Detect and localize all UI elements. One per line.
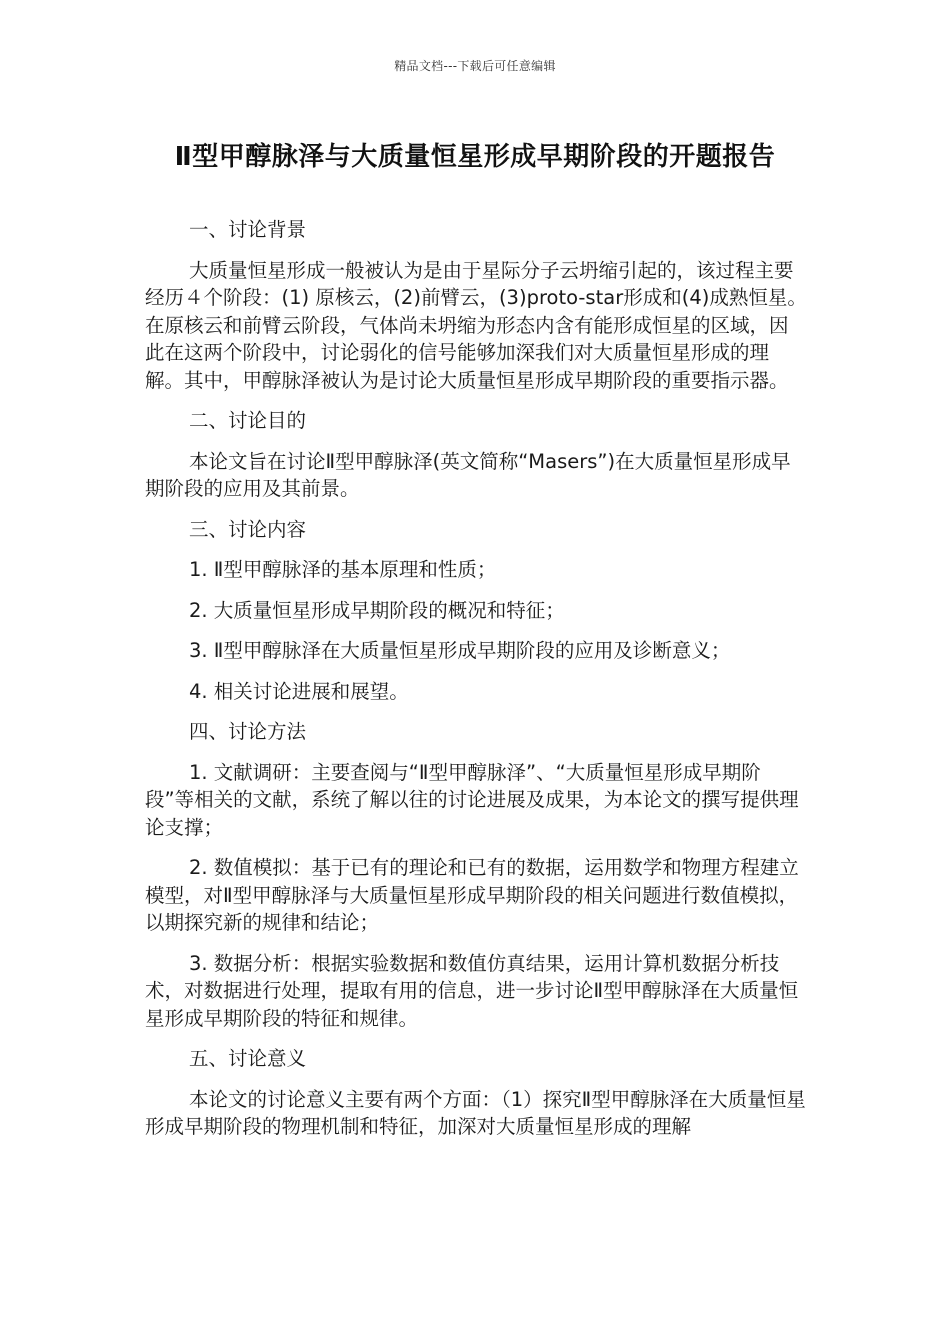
section-heading-background: 一、讨论背景 bbox=[189, 218, 307, 241]
header-note: 精品文档---下载后可任意编辑 bbox=[394, 59, 556, 73]
list-item-content-4: 4. 相关讨论进展和展望。 bbox=[189, 679, 409, 703]
list-item-content-1: 1. Ⅱ型甲醇脉泽的基本原理和性质； bbox=[189, 558, 497, 581]
page-title: Ⅱ型甲醇脉泽与大质量恒星形成早期阶段的开题报告 bbox=[174, 142, 776, 172]
list-item-method-3: 3. 数据分析：根据实验数据和数值仿真结果，运用计算机数据分析技术，对数据进行处理，提取有用的信息，进一步讨论Ⅱ型甲醇脉泽在大质量恒星形成早期阶段的特征和规律。 bbox=[145, 951, 799, 1030]
paragraph-purpose: 本论文旨在讨论Ⅱ型甲醇脉泽(英文简称“Masers”)在大质量恒星形成早期阶段的应用及其前景。 bbox=[145, 449, 791, 500]
section-heading-significance: 五、讨论意义 bbox=[189, 1047, 307, 1070]
list-item-method-2: 2. 数值模拟：基于已有的理论和已有的数据，运用数学和物理方程建立模型，对Ⅱ型甲醇脉泽与大质量恒星形成早期阶段的相关问题进行数值模拟，以期探究新的规律和结论； bbox=[145, 856, 799, 934]
section-heading-content: 三、讨论内容 bbox=[189, 517, 307, 541]
list-item-content-3: 3. Ⅱ型甲醇脉泽在大质量恒星形成早期阶段的应用及诊断意义； bbox=[189, 639, 731, 662]
list-item-method-1: 1. 文献调研：主要查阅与“Ⅱ型甲醇脉泽”、“大质量恒星形成早期阶段”等相关的文献，系统了解以往的讨论进展及成果，为本论文的撰写提供理论支撑； bbox=[145, 760, 799, 839]
paragraph-significance: 本论文的讨论意义主要有两个方面：（1）探究Ⅱ型甲醇脉泽在大质量恒星形成早期阶段的物理机制和特征，加深对大质量恒星形成的理解 bbox=[145, 1087, 806, 1138]
document-body bbox=[145, 216, 807, 1154]
section-heading-method: 四、讨论方法 bbox=[189, 720, 307, 743]
list-item-content-2: 2. 大质量恒星形成早期阶段的概况和特征； bbox=[189, 598, 565, 622]
section-heading-purpose: 二、讨论目的 bbox=[189, 409, 307, 432]
paragraph-background: 大质量恒星形成一般被认为是由于星际分子云坍缩引起的，该过程主要经历４个阶段：(1) 原核云，(2)前臂云，(3)proto-star形成和(4)成熟恒星。在原核云和前臂云阶段，气体尚未坍缩为形态内含有能形成恒星的区域，因此在这两个阶段中，讨论弱化的信号能够加深我们对大质量恒星形成的理解。其中，甲醇脉泽被认为是讨论大质量恒星形成早期阶段的重要指示器。 bbox=[145, 258, 807, 392]
